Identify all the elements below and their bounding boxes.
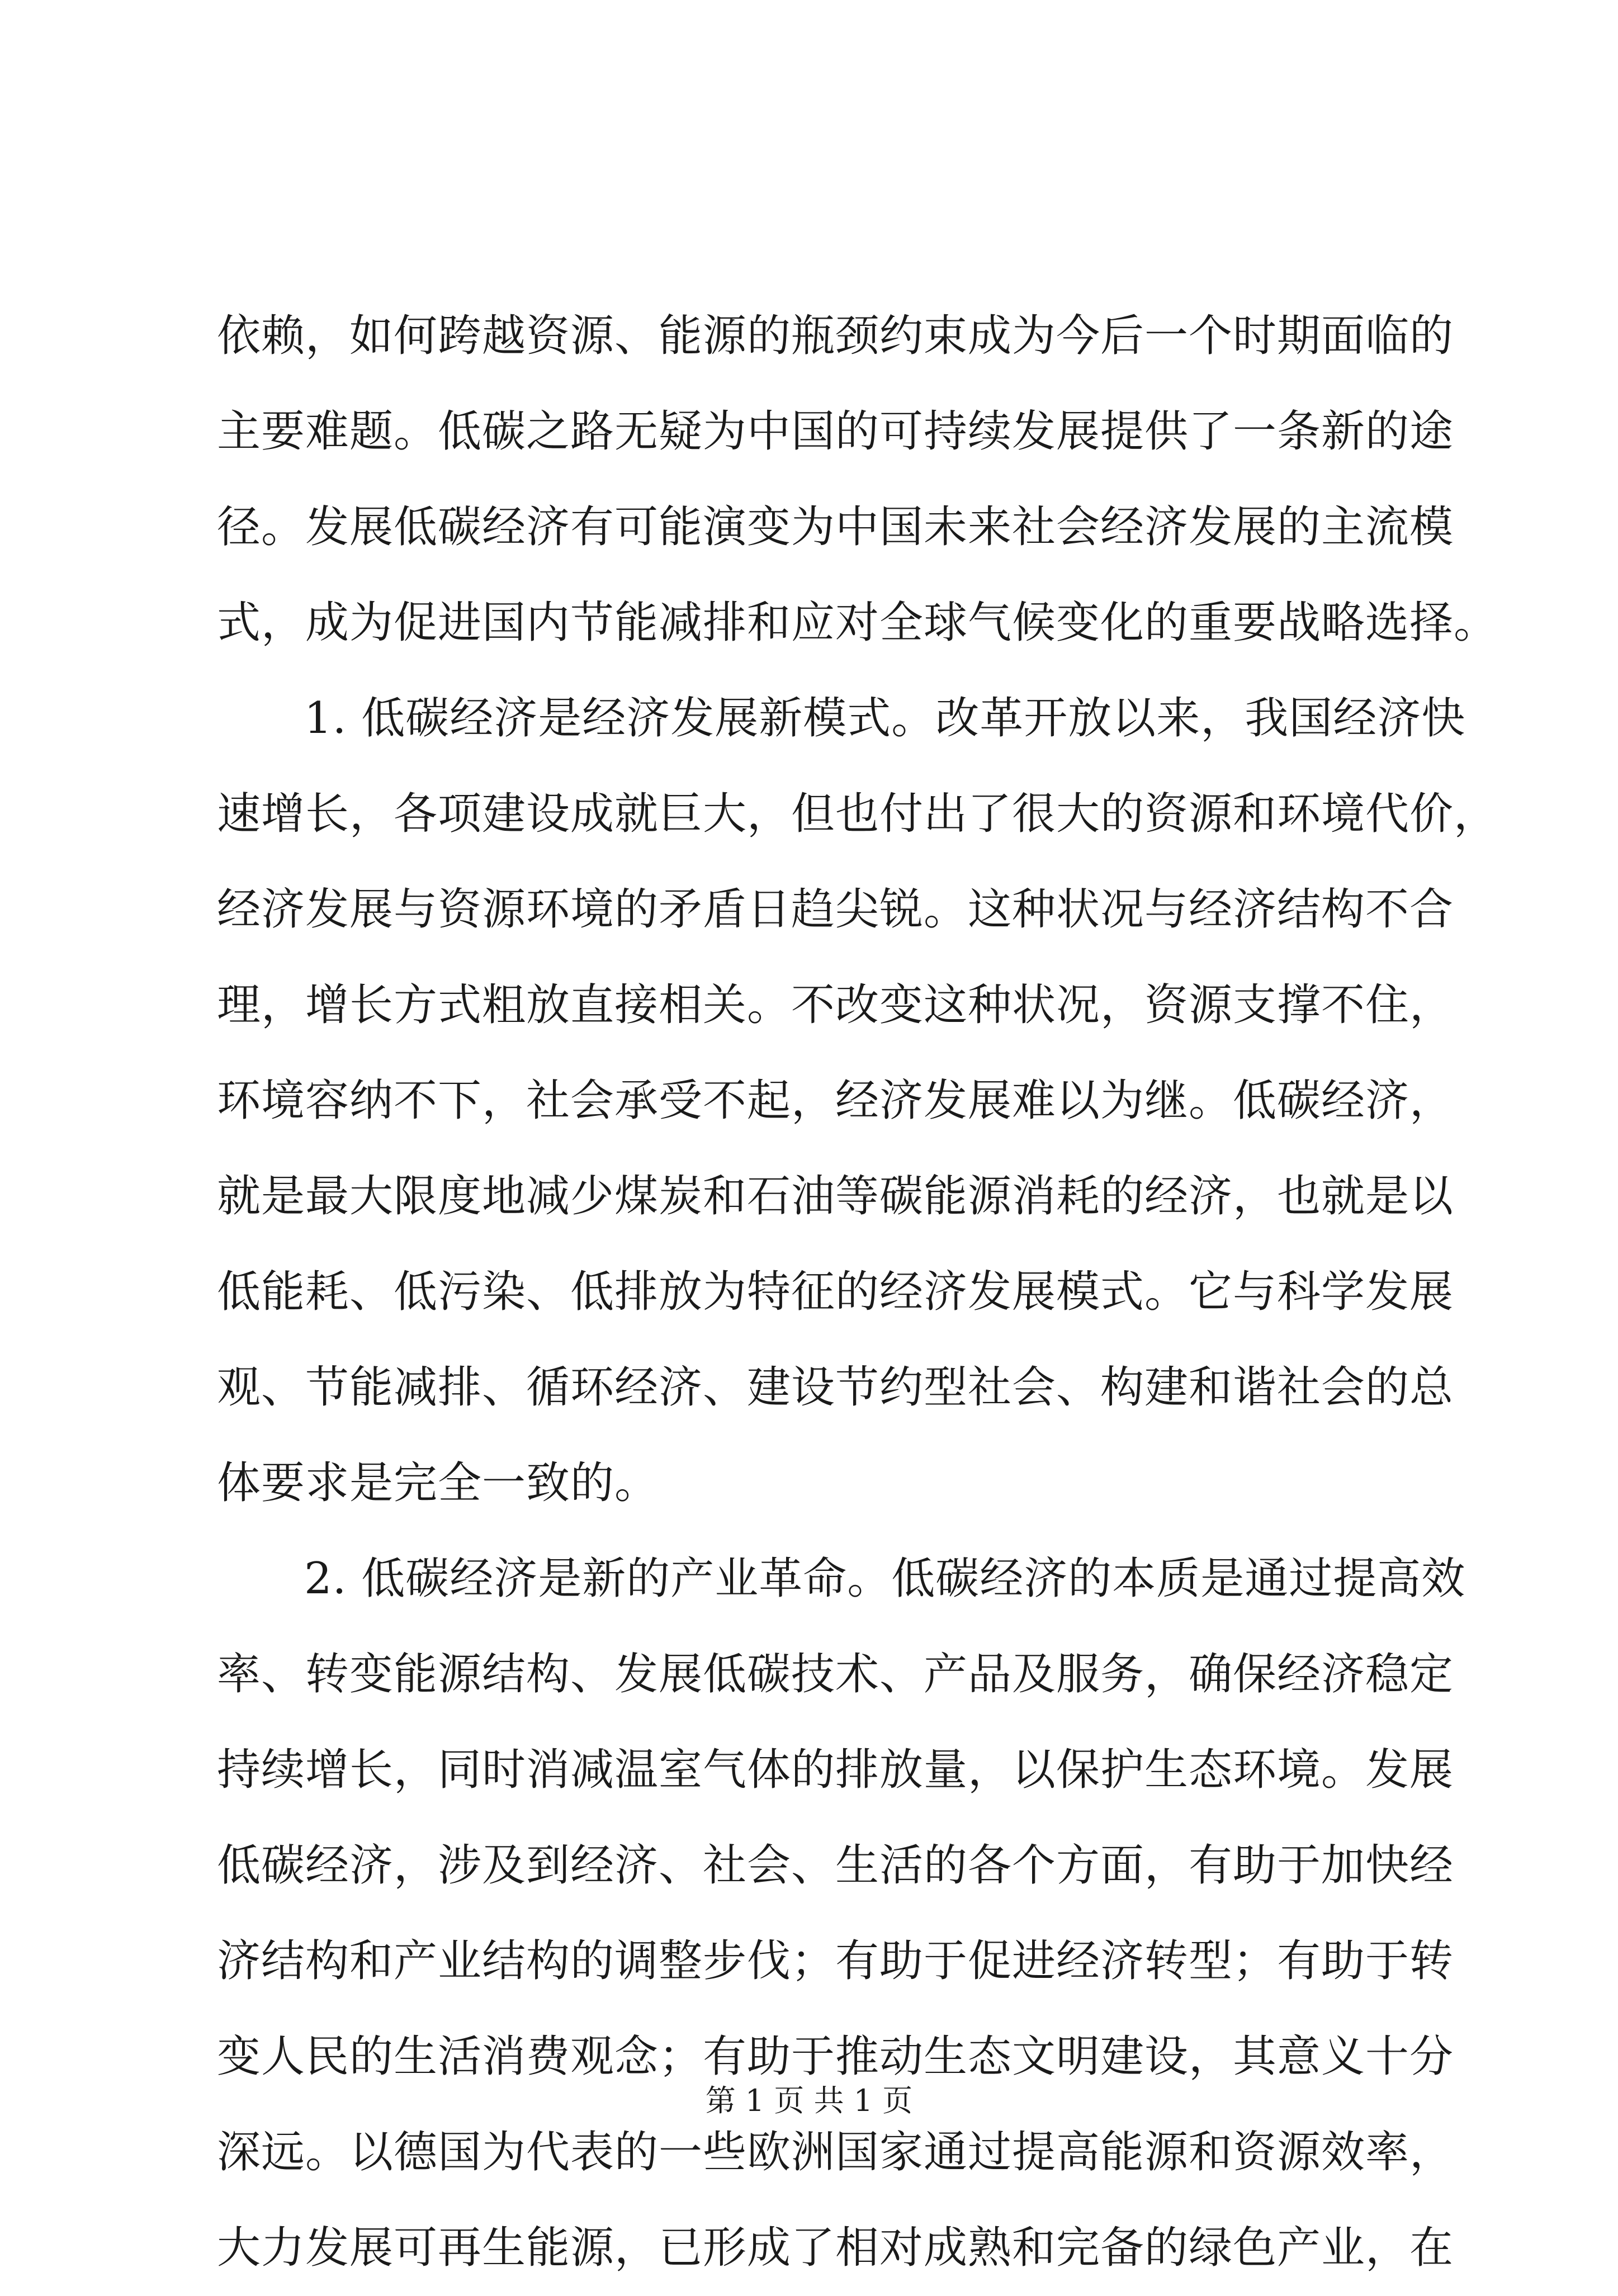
text-line: 主要难题。低碳之路无疑为中国的可持续发展提供了一条新的途 (217, 406, 1454, 457)
text-line: 就是最大限度地减少煤炭和石油等碳能源消耗的经济，也就是以 (217, 1171, 1454, 1222)
text-line: 体要求是完全一致的。 (217, 1458, 659, 1508)
text-line: 深远。以德国为代表的一些欧洲国家通过提高能源和资源效率， (217, 2127, 1454, 2177)
text-line: 持续增长，同时消减温室气体的排放量，以保护生态环境。发展 (217, 1745, 1454, 1795)
text-line: 环境容纳不下，社会承受不起，经济发展难以为继。低碳经济， (217, 1076, 1454, 1126)
text-line: 理，增长方式粗放直接相关。不改变这种状况，资源支撑不住， (217, 980, 1454, 1030)
text-line: 式，成为促进国内节能减排和应对全球气候变化的重要战略选择。 (217, 598, 1498, 648)
text-line: 率、转变能源结构、发展低碳技术、产品及服务，确保经济稳定 (217, 1649, 1454, 1699)
text-line: 径。发展低碳经济有可能演变为中国未来社会经济发展的主流模 (217, 502, 1454, 552)
document-body (217, 288, 1498, 2296)
text-line: 低能耗、低污染、低排放为特征的经济发展模式。它与科学发展 (217, 1267, 1454, 1317)
text-line: 速增长，各项建设成就巨大，但也付出了很大的资源和环境代价， (217, 789, 1498, 839)
text-line: 低碳经济，涉及到经济、社会、生活的各个方面，有助于加快经 (217, 1840, 1454, 1891)
paragraph-first-line: 1. 低碳经济是经济发展新模式。改革开放以来，我国经济快 (304, 693, 1466, 744)
text-line: 大力发展可再生能源，已形成了相对成熟和完备的绿色产业，在 (217, 2223, 1454, 2273)
text-line: 依赖，如何跨越资源、能源的瓶颈约束成为今后一个时期面临的 (217, 311, 1454, 361)
text-line: 变人民的生活消费观念；有助于推动生态文明建设，其意义十分 (217, 2032, 1454, 2082)
paragraph-first-line: 2. 低碳经济是新的产业革命。低碳经济的本质是通过提高效 (304, 1554, 1466, 1604)
page-number: 第 1 页 共 1 页 (705, 2083, 913, 2118)
text-line: 观、节能减排、循环经济、建设节约型社会、构建和谐社会的总 (217, 1362, 1454, 1413)
text-line: 经济发展与资源环境的矛盾日趋尖锐。这种状况与经济结构不合 (217, 884, 1454, 935)
page-footer (0, 2079, 1618, 2123)
text-line: 济结构和产业结构的调整步伐；有助于促进经济转型；有助于转 (217, 1936, 1454, 1986)
